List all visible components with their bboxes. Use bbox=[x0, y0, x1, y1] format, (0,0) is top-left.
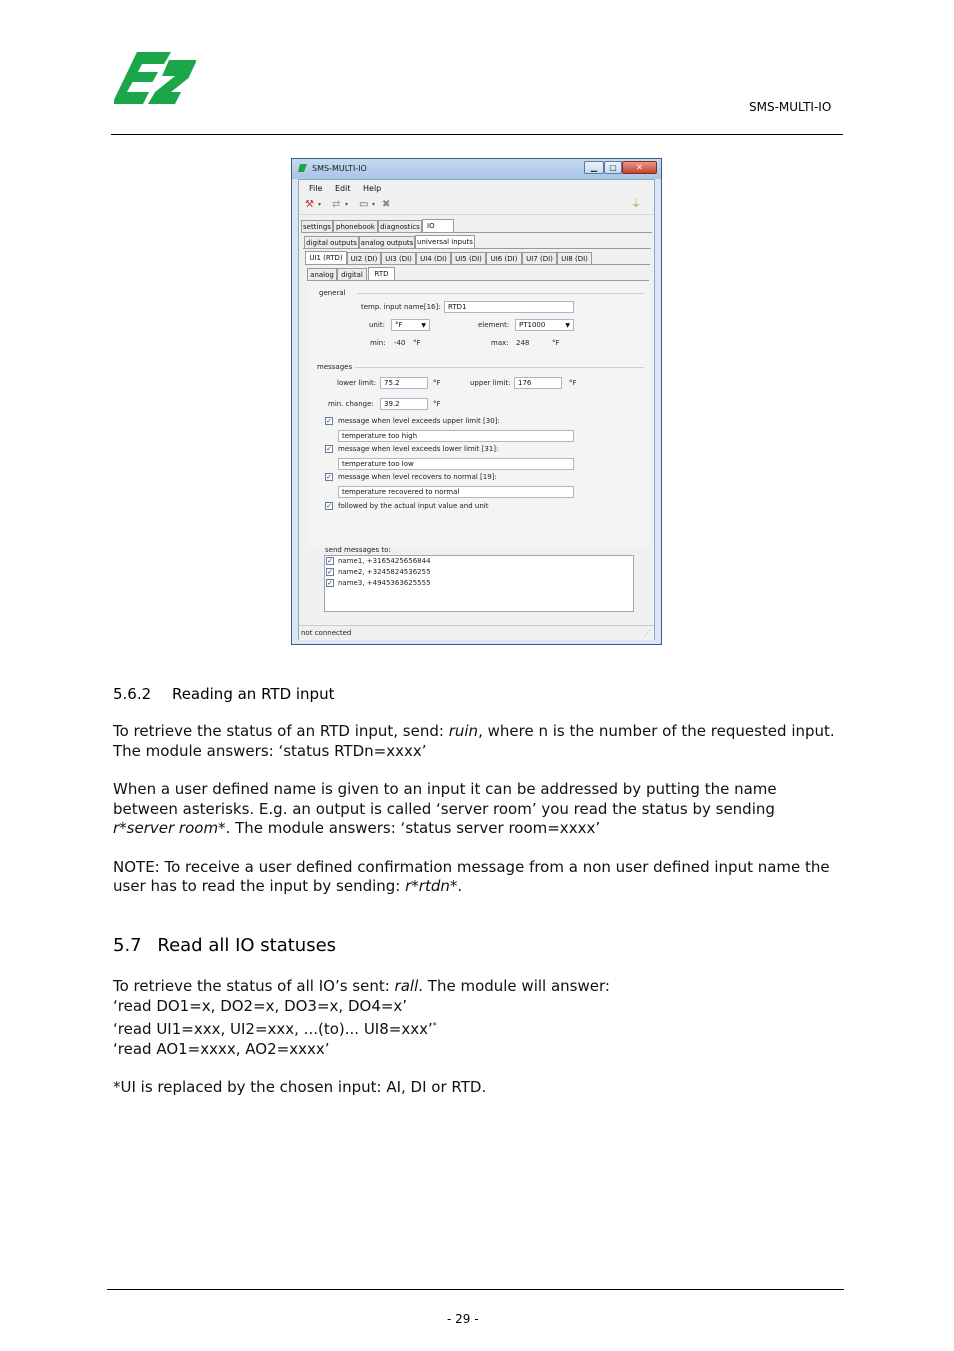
close-button[interactable]: ✕ bbox=[622, 161, 657, 174]
tab-ui7[interactable]: UI7 (DI) bbox=[522, 252, 557, 264]
command-text: ruin bbox=[448, 722, 479, 740]
recipient-item[interactable]: name3, +4945363625555 bbox=[338, 579, 431, 587]
min-change-unit: °F bbox=[433, 400, 441, 408]
recipient-checkbox[interactable]: ✓ bbox=[327, 557, 333, 565]
doc-title: SMS-MULTI-IO bbox=[749, 100, 832, 114]
tab-divider bbox=[305, 264, 650, 265]
recipient-checkbox[interactable]: ✓ bbox=[327, 568, 333, 576]
checkbox-upper[interactable]: ✓ bbox=[326, 417, 332, 425]
name-label: temp. input name[16]: bbox=[361, 303, 441, 311]
tab-digital-outputs[interactable]: digital outputs bbox=[304, 236, 359, 248]
tab-divider bbox=[303, 248, 651, 249]
section-562-body bbox=[113, 722, 838, 897]
unit-value: °F bbox=[395, 321, 403, 329]
maximize-button[interactable]: ▢ bbox=[604, 161, 622, 174]
delete-icon[interactable]: ✖ bbox=[382, 199, 391, 210]
paragraph: To retrieve the status of all IO’s sent: rall. The module will answer: bbox=[113, 977, 610, 995]
recipient-list[interactable] bbox=[324, 555, 634, 612]
answer-line: ‘read UI1=xxx, UI2=xxx, ...(to)... UI8=xxx’* bbox=[113, 1020, 437, 1038]
chevron-down-icon[interactable]: ▾ bbox=[345, 201, 349, 208]
max-label: max: bbox=[491, 339, 509, 347]
unit-label: unit: bbox=[369, 321, 385, 329]
send-panel bbox=[307, 546, 649, 624]
paragraph: To retrieve the status of an RTD input, send: ruin, where n is the number of the requested input. The module answers: ‘status RTDn=xxxx’ bbox=[113, 722, 835, 760]
footnote: *UI is replaced by the chosen input: AI, DI or RTD. bbox=[113, 1078, 487, 1096]
element-label: element: bbox=[478, 321, 510, 329]
tab-io[interactable]: IO bbox=[422, 219, 454, 233]
window-client bbox=[298, 179, 655, 640]
page-number: - 29 - bbox=[447, 1312, 479, 1326]
tab-ui3[interactable]: UI3 (DI) bbox=[381, 252, 416, 264]
menu-bar bbox=[299, 180, 654, 196]
recipient-checkbox[interactable]: ✓ bbox=[327, 579, 333, 587]
tab-rtd[interactable]: RTD bbox=[368, 267, 395, 281]
upper-limit-field[interactable]: 176 bbox=[514, 377, 562, 389]
minimize-button[interactable]: ▁ bbox=[584, 161, 604, 174]
command-text: r*server room* bbox=[113, 819, 226, 837]
section-562-heading bbox=[113, 685, 334, 703]
sync-icon[interactable]: ⇄ bbox=[332, 199, 341, 210]
tab-digital[interactable]: digital bbox=[337, 268, 367, 280]
element-value: PT1000 bbox=[519, 321, 546, 329]
tab-ui2[interactable]: UI2 (DI) bbox=[347, 252, 381, 264]
check-lower-label: message when level exceeds lower limit [31]: bbox=[338, 445, 499, 453]
tab-analog[interactable]: analog bbox=[307, 268, 337, 280]
answer-line: ‘read DO1=x, DO2=x, DO3=x, DO4=x’ bbox=[113, 996, 408, 1015]
checkbox-followed[interactable]: ✓ bbox=[326, 502, 332, 510]
header-rule bbox=[111, 134, 843, 135]
unit-select[interactable] bbox=[391, 319, 430, 331]
messages-heading: messages bbox=[317, 363, 353, 371]
window-title: SMS-MULTI-IO bbox=[312, 164, 367, 173]
min-change-field[interactable]: 39.2 bbox=[380, 398, 428, 410]
paragraph: When a user defined name is given to an input it can be addressed by putting the name between asterisks. E.g. an output is called ‘server room’ you read the status by sending r*server room*. The module answers: ‘status server room=xxxx’ bbox=[113, 780, 777, 837]
tab-phonebook[interactable]: phonebook bbox=[333, 220, 378, 232]
paragraph: NOTE: To receive a user defined confirmation message from a non user defined input name the user has to read the input by sending: r*rtdn*. bbox=[113, 857, 830, 895]
section-number: 5.6.2 bbox=[113, 685, 152, 703]
msg-upper-field[interactable]: temperature too high bbox=[338, 430, 574, 442]
chevron-down-icon: ▼ bbox=[565, 322, 570, 329]
plug-icon[interactable]: ⏚ bbox=[631, 199, 641, 210]
book-icon[interactable]: ▭ bbox=[359, 199, 369, 210]
connection-status: not connected bbox=[301, 629, 352, 637]
tab-universal-inputs[interactable]: universal inputs bbox=[415, 235, 475, 249]
answer-line: ‘read AO1=xxxx, AO2=xxxx’ bbox=[113, 1039, 330, 1058]
min-unit: °F bbox=[413, 339, 421, 347]
tab-divider bbox=[301, 232, 652, 233]
section-57-heading bbox=[113, 935, 336, 956]
element-select[interactable] bbox=[515, 319, 574, 331]
tab-analog-outputs[interactable]: analog outputs bbox=[359, 236, 415, 248]
tab-ui1[interactable]: UI1 (RTD) bbox=[305, 251, 347, 265]
msg-lower-field[interactable]: temperature too low bbox=[338, 458, 574, 470]
chevron-down-icon[interactable]: ▾ bbox=[372, 201, 376, 208]
toolbar bbox=[299, 196, 654, 215]
command-text: rall bbox=[394, 977, 419, 995]
general-heading: general bbox=[319, 289, 346, 297]
command-text: r*rtdn* bbox=[405, 877, 458, 895]
section-number: 5.7 bbox=[113, 935, 142, 956]
lower-limit-field[interactable]: 75.2 bbox=[380, 377, 428, 389]
connect-icon[interactable]: ⚒ bbox=[305, 199, 314, 210]
max-unit: °F bbox=[552, 339, 560, 347]
upper-limit-unit: °F bbox=[569, 379, 577, 387]
menu-edit[interactable]: Edit bbox=[335, 184, 351, 193]
group-divider bbox=[355, 367, 644, 368]
check-followed-label: followed by the actual input value and unit bbox=[338, 502, 489, 510]
menu-help[interactable]: Help bbox=[363, 184, 382, 193]
lower-limit-label: lower limit: bbox=[337, 379, 377, 387]
chevron-down-icon: ▼ bbox=[421, 322, 426, 329]
check-upper-label: message when level exceeds upper limit [30]: bbox=[338, 417, 500, 425]
section-title: Read all IO statuses bbox=[157, 935, 337, 956]
app-icon bbox=[298, 164, 308, 172]
check-recover-label: message when level recovers to normal [19]: bbox=[338, 473, 497, 481]
min-change-label: min. change: bbox=[328, 400, 374, 408]
tab-ui5[interactable]: UI5 (DI) bbox=[451, 252, 486, 264]
checkbox-lower[interactable]: ✓ bbox=[326, 445, 332, 453]
chevron-down-icon[interactable]: ▾ bbox=[318, 201, 322, 208]
resize-grip-icon[interactable]: ⋰ bbox=[644, 629, 651, 637]
send-heading: send messages to: bbox=[325, 546, 391, 554]
group-divider bbox=[357, 293, 644, 294]
recipient-item[interactable]: name1, +3165425656844 bbox=[338, 557, 431, 565]
tab-ui8[interactable]: UI8 (DI) bbox=[557, 252, 592, 264]
e2-logo-icon bbox=[114, 48, 196, 112]
section-title: Reading an RTD input bbox=[171, 685, 335, 703]
msg-recover-field[interactable]: temperature recovered to normal bbox=[338, 486, 574, 498]
footer-rule bbox=[107, 1289, 844, 1290]
max-value: 248 bbox=[516, 339, 530, 347]
upper-limit-label: upper limit: bbox=[470, 379, 511, 387]
tab-diagnostics[interactable]: diagnostics bbox=[378, 220, 422, 232]
tab-settings[interactable]: settings bbox=[301, 220, 333, 232]
tab-ui4[interactable]: UI4 (DI) bbox=[416, 252, 451, 264]
lower-limit-unit: °F bbox=[433, 379, 441, 387]
app-window bbox=[291, 158, 662, 645]
status-bar bbox=[299, 625, 654, 640]
section-57-body bbox=[113, 977, 838, 1098]
title-bar[interactable] bbox=[292, 159, 661, 179]
min-value: -40 bbox=[394, 339, 406, 347]
checkbox-recover[interactable]: ✓ bbox=[326, 473, 332, 481]
tab-ui6[interactable]: UI6 (DI) bbox=[486, 252, 522, 264]
menu-file[interactable]: File bbox=[309, 184, 323, 193]
min-label: min: bbox=[370, 339, 386, 347]
input-name-field[interactable]: RTD1 bbox=[444, 301, 574, 313]
recipient-item[interactable]: name2, +3245824536255 bbox=[338, 568, 431, 576]
